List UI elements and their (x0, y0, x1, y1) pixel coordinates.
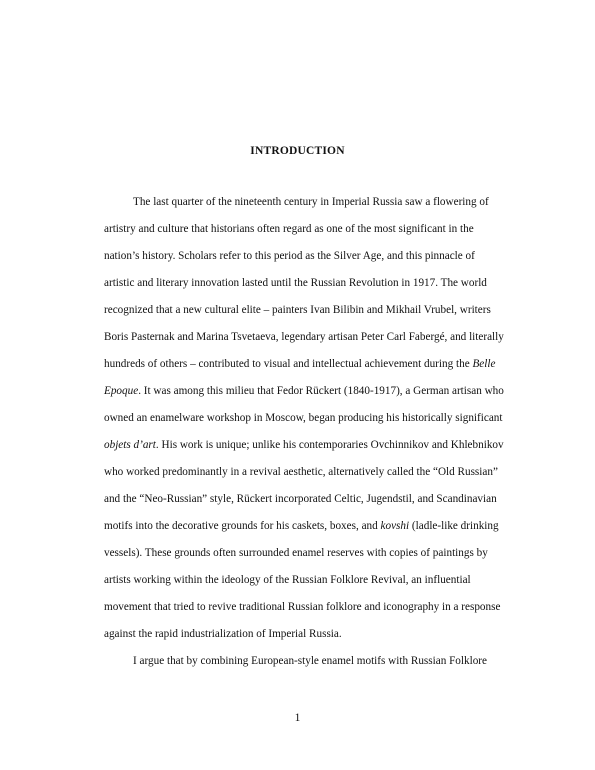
page-number: 1 (294, 712, 301, 724)
text-line (104, 384, 504, 398)
text-line: nation’s history. Scholars refer to this period as the Silver Age, and this pinnacle of (104, 250, 475, 262)
text-run: . It was among this milieu that Fedor Rückert (1840-1917), a German artisan who (138, 385, 504, 397)
text-line: artistry and culture that historians often regard as one of the most significant in the (104, 223, 474, 235)
text-line: movement that tried to revive traditional Russian folklore and iconography in a response (104, 601, 501, 613)
section-heading: INTRODUCTION (250, 145, 345, 157)
italic-term: Belle (472, 358, 496, 370)
text-line: who worked predominantly in a revival aesthetic, alternatively called the “Old Russian” (104, 466, 498, 478)
text-line: artistic and literary innovation lasted until the Russian Revolution in 1917. The world (104, 277, 487, 289)
text-line: I argue that by combining European-style enamel motifs with Russian Folklore (133, 655, 487, 667)
text-line: vessels). These grounds often surrounded enamel reserves with copies of paintings by (104, 547, 488, 559)
text-line: and the “Neo-Russian” style, Rückert incorporated Celtic, Jugendstil, and Scandinavian (104, 493, 497, 505)
italic-term: Epoque (104, 385, 139, 397)
text-line (104, 519, 499, 533)
text-run: . His work is unique; unlike his contemporaries Ovchinnikov and Khlebnikov (155, 439, 504, 451)
text-line (104, 438, 504, 452)
text-line: against the rapid industrialization of Imperial Russia. (104, 628, 342, 640)
text-run: (ladle-like drinking (409, 520, 499, 532)
italic-term: objets d’art (104, 439, 156, 451)
text-run: motifs into the decorative grounds for his caskets, boxes, and (104, 520, 381, 532)
text-line: Boris Pasternak and Marina Tsvetaeva, legendary artisan Peter Carl Fabergé, and literally (104, 331, 504, 343)
text-line: artists working within the ideology of the Russian Folklore Revival, an influential (104, 574, 471, 586)
text-line: The last quarter of the nineteenth century in Imperial Russia saw a flowering of (133, 196, 489, 208)
text-line: owned an enamelware workshop in Moscow, began producing his historically significant (104, 412, 503, 424)
italic-term: kovshi (380, 520, 410, 532)
text-line: recognized that a new cultural elite – painters Ivan Bilibin and Mikhail Vrubel, writers (104, 304, 491, 316)
text-line (104, 357, 495, 371)
text-run: hundreds of others – contributed to visual and intellectual achievement during the (104, 358, 473, 370)
